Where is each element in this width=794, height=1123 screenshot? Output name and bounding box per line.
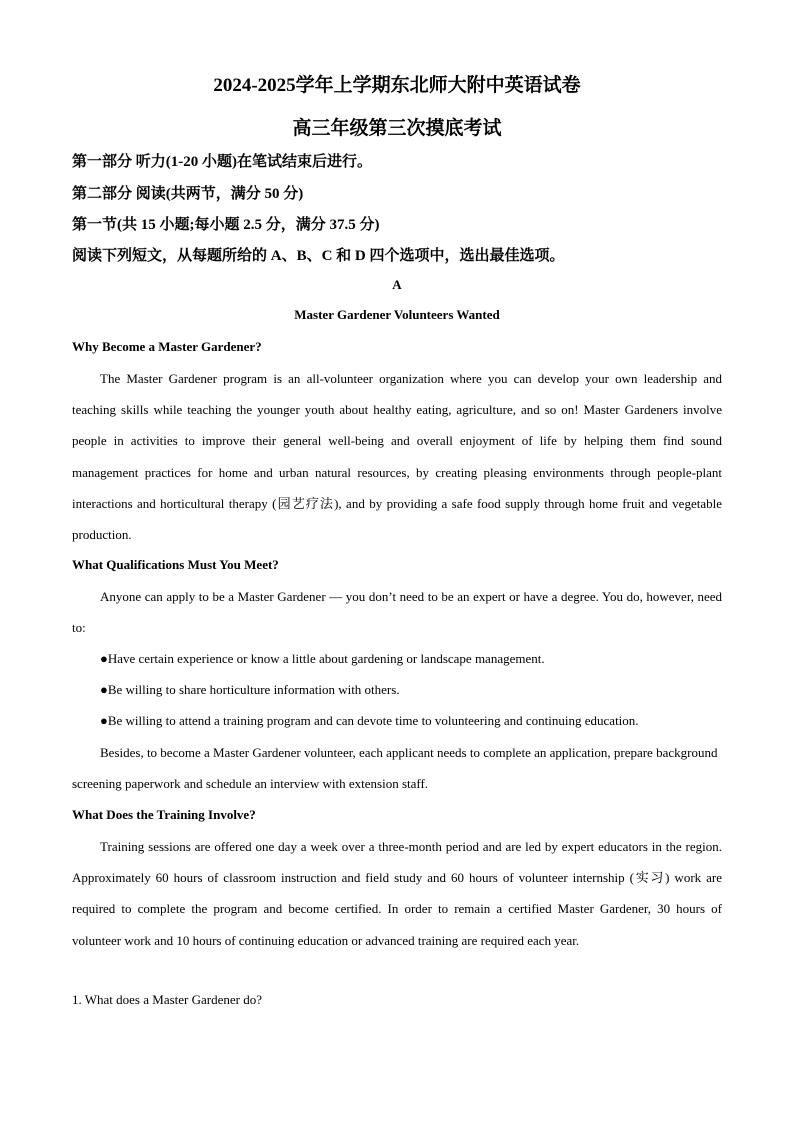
exam-title: 2024-2025学年上学期东北师大附中英语试卷 bbox=[213, 75, 581, 96]
section-heading: Why Become a Master Gardener? bbox=[72, 339, 262, 354]
instruction-section1: 第一节(共 15 小题;每小题 2.5 分，满分 37.5 分) bbox=[72, 217, 380, 233]
paragraph-text: Besides, to become a Master Gardener volunteer, each applicant needs to complete an application, prepare background screening paperwork and schedule an interview with extension staff. bbox=[72, 745, 718, 792]
section-paragraph bbox=[72, 363, 722, 550]
question-item: 1. What does a Master Gardener do? bbox=[72, 992, 262, 1007]
exam-subtitle: 高三年级第三次摸底考试 bbox=[292, 118, 502, 139]
section-paragraph bbox=[72, 581, 722, 643]
passage-letter: A bbox=[392, 277, 402, 292]
paragraph-text: Anyone can apply to be a Master Gardener — you don’t need to be an expert or have a degree. You do, however, need to: bbox=[72, 589, 722, 636]
instruction-part1: 第一部分 听力(1-20 小题)在笔试结束后进行。 bbox=[72, 154, 372, 170]
bullet-item: ●Be willing to share horticulture information with others. bbox=[100, 682, 400, 697]
section-paragraph bbox=[72, 831, 722, 956]
paragraph-text: Training sessions are offered one day a week over a three-month period and are led by expert educators in the region. Approximately 60 hours of classroom instruction and field study and 60 hours of volunteer internship (实习) work are required to complete the program and become certified. In order to remain a certified Master Gardener, 30 hours of volunteer work and 10 hours of continuing education or advanced training are required each year. bbox=[72, 839, 722, 948]
section-paragraph bbox=[72, 737, 722, 799]
instruction-directions: 阅读下列短文，从每题所给的 A、B、C 和 D 四个选项中，选出最佳选项。 bbox=[72, 248, 565, 264]
instruction-part2: 第二部分 阅读(共两节，满分 50 分) bbox=[72, 186, 304, 202]
section-heading: What Qualifications Must You Meet? bbox=[72, 557, 279, 572]
bullet-item: ●Be willing to attend a training program and can devote time to volunteering and continuing education. bbox=[100, 713, 639, 728]
passage-title: Master Gardener Volunteers Wanted bbox=[294, 307, 500, 322]
paragraph-text: The Master Gardener program is an all-volunteer organization where you can develop your own leadership and teaching skills while teaching the younger youth about healthy eating, agriculture, and so on! Master Gardeners involve people in activities to improve their general well-being and overall enjoyment of life by helping them find sound management practices for home and urban natural resources, by creating pleasing environments through people-plant interactions and horticultural therapy (园艺疗法), and by providing a safe food supply through home fruit and vegetable production. bbox=[72, 371, 722, 543]
bullet-item: ●Have certain experience or know a little about gardening or landscape management. bbox=[100, 651, 545, 666]
section-heading: What Does the Training Involve? bbox=[72, 807, 256, 822]
